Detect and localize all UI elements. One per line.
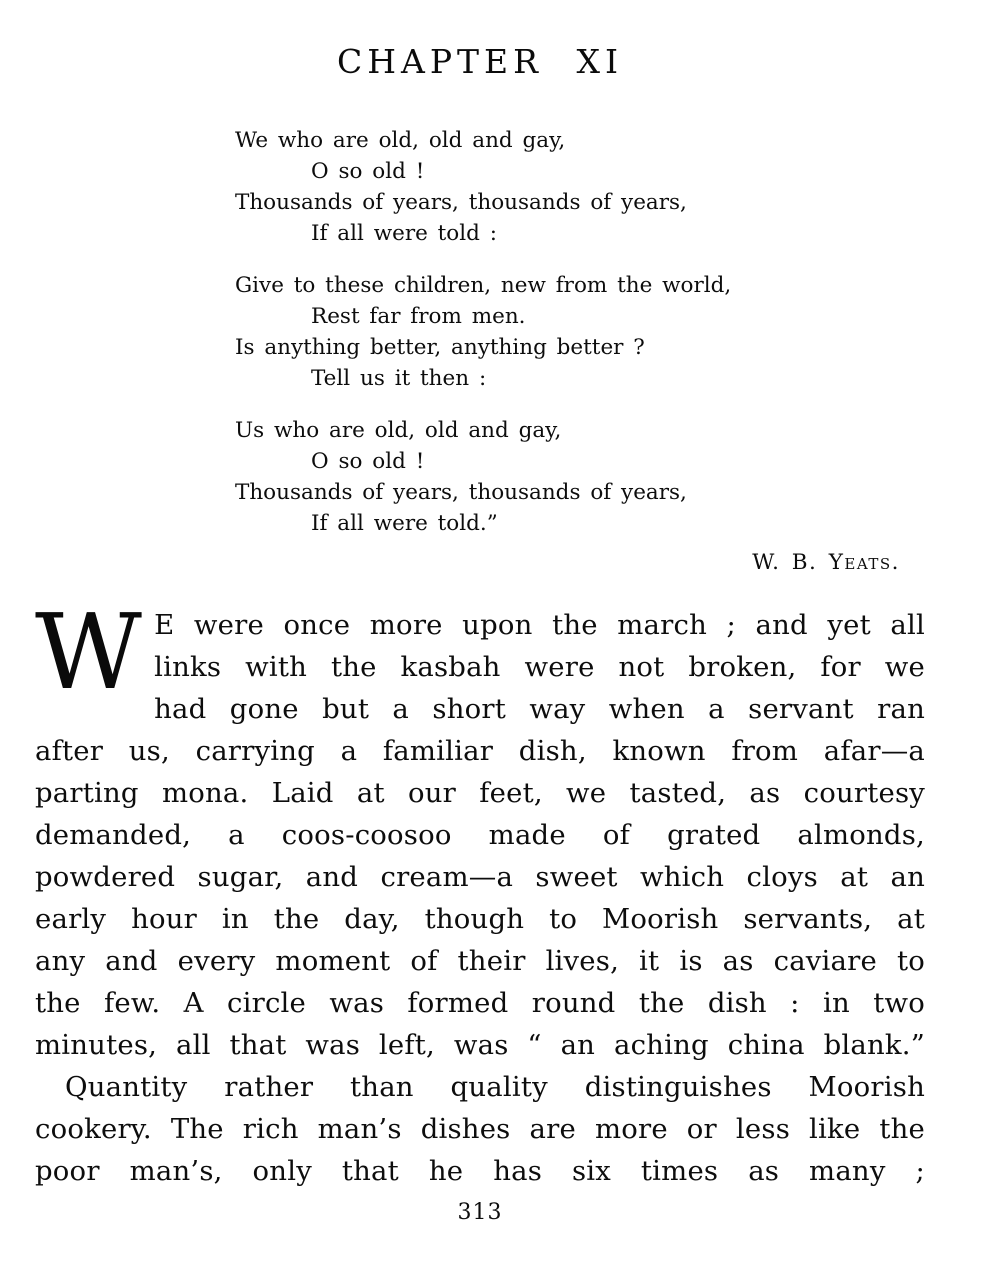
- page-number: 313: [457, 1200, 503, 1225]
- body-paragraph: [35, 591, 925, 1066]
- poem-line: Rest far from men.: [311, 304, 526, 329]
- poem-line: O so old !: [311, 449, 425, 474]
- poem-line: O so old !: [311, 159, 425, 184]
- poem-stanza: [235, 415, 925, 539]
- page-content: [0, 42, 1000, 1192]
- poem-line: Thousands of years, thousands of years,: [235, 190, 687, 215]
- poem-stanza: [235, 270, 925, 394]
- poem-line: Thousands of years, thousands of years,: [235, 480, 687, 505]
- body-text: [35, 591, 925, 1192]
- body-paragraph: Quantity rather than quality distinguishes Moorish cookery. The rich man’s dishes are more or less like the poor man’s, only that he has six times as many ;: [35, 1071, 925, 1187]
- poem-line: Is anything better, anything better ?: [235, 335, 645, 360]
- poem-attribution: W. B. Yeats.: [752, 550, 900, 575]
- epigraph-poem: [235, 125, 925, 578]
- chapter-heading: CHAPTER XI: [336, 42, 624, 81]
- poem-line: If all were told :: [311, 221, 497, 246]
- poem-stanza: [235, 125, 925, 249]
- poem-line: Us who are old, old and gay,: [235, 418, 562, 443]
- poem-line: We who are old, old and gay,: [235, 128, 566, 153]
- poem-line: If all were told.”: [311, 511, 498, 536]
- paragraph-text: E were once more upon the march ; and yet all links with the kasbah were not broken, for we had gone but a short way when a servant ran after us, carrying a familiar dish, known from afar—a parting mona. Laid at our feet, we tasted, as courtesy demanded, a coos-coosoo made of grated almonds, powdered sugar, and cream—a sweet which cloys at an early hour in the day, though to Moorish servants, at any and every moment of their lives, it is as caviare to the few. A circle was formed round the dish : in two minutes, all that was left, was “ an aching china blank.”: [35, 609, 925, 1061]
- drop-cap: W: [35, 591, 143, 713]
- poem-line: Give to these children, new from the world,: [235, 273, 732, 298]
- poem-line: Tell us it then :: [311, 366, 487, 391]
